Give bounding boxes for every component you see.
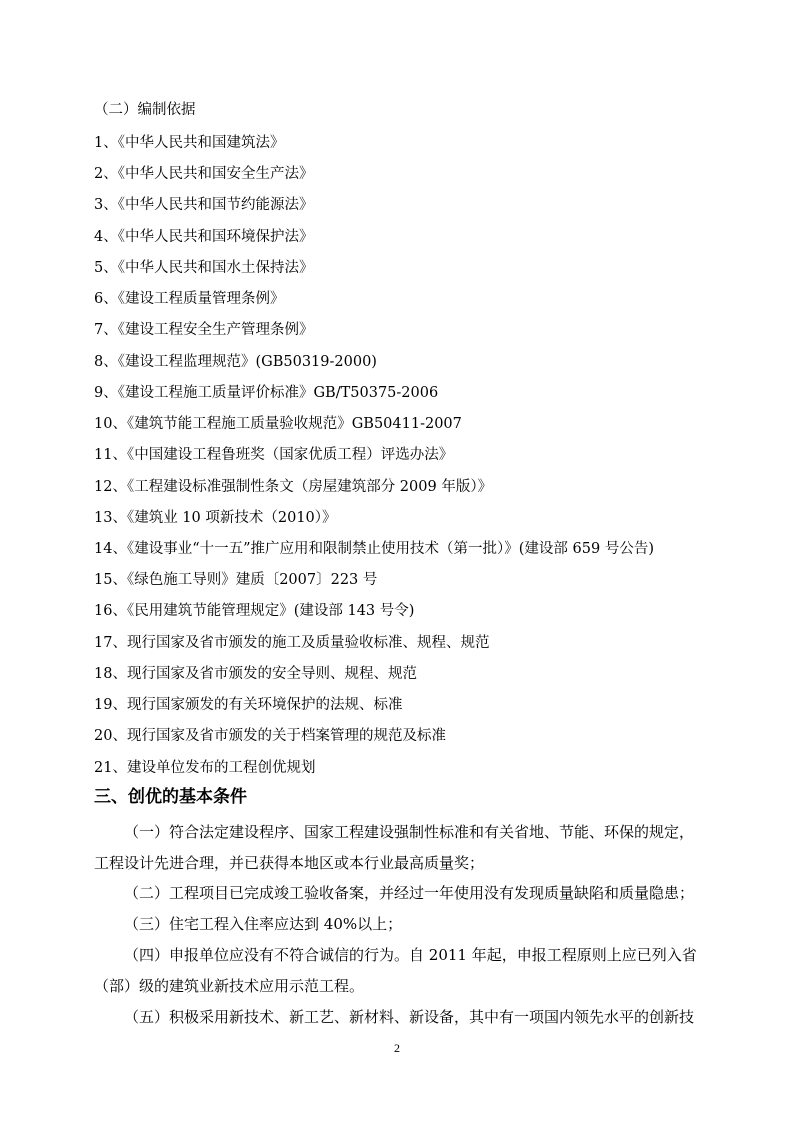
section-title-basic-conditions: 三、创优的基本条件 [94,787,247,807]
basis-item-9: 9、《建设工程施工质量评价标准》GB/T50375-2006 [94,385,439,401]
basis-item-8: 8、《建设工程监理规范》(GB50319-2000) [94,354,377,370]
condition-3: （三）住宅工程入住率应达到 40%以上； [124,915,403,933]
basis-item-7: 7、《建设工程安全生产管理条例》 [94,322,314,338]
basis-item-18: 18、现行国家及省市颁发的安全导则、规程、规范 [94,666,417,682]
basis-item-1: 1、《中华人民共和国建筑法》 [94,135,285,151]
basis-item-5: 5、《中华人民共和国水土保持法》 [94,260,314,276]
basis-item-20: 20、现行国家及省市颁发的关于档案管理的规范及标准 [94,728,446,744]
basis-item-11: 11、《中国建设工程鲁班奖（国家优质工程）评选办法》 [94,447,454,463]
basis-item-10: 10、《建筑节能工程施工质量验收规范》GB50411-2007 [94,416,462,432]
condition-4-line-2: （部）级的建筑业新技术应用示范工程。 [94,977,365,995]
basis-item-21: 21、建设单位发布的工程创优规划 [94,760,316,776]
basis-item-19: 19、现行国家颁发的有关环境保护的法规、标准 [94,697,403,713]
basis-item-13: 13、《建筑业 10 项新技术（2010）》 [94,510,337,526]
basis-item-3: 3、《中华人民共和国节约能源法》 [94,197,314,213]
condition-2: （二）工程项目已完成竣工验收备案，并经过一年使用没有发现质量缺陷和质量隐患； [124,884,695,902]
basis-item-2: 2、《中华人民共和国安全生产法》 [94,166,314,182]
condition-1-line-1: （一）符合法定建设程序、国家工程建设强制性标准和有关省地、节能、环保的规定， [124,823,695,841]
condition-4-line-1: （四）申报单位应没有不符合诚信的行为。自 2011 年起，申报工程原则上应已列入省 [124,946,697,964]
basis-item-16: 16、《民用建筑节能管理规定》(建设部 143 号令) [94,603,415,619]
page-number: 2 [394,1041,400,1055]
basis-item-17: 17、现行国家及省市颁发的施工及质量验收标准、规程、规范 [94,635,490,651]
basis-item-4: 4、《中华人民共和国环境保护法》 [94,229,314,245]
basis-item-6: 6、《建设工程质量管理条例》 [94,291,285,307]
condition-1-line-2: 工程设计先进合理，并已获得本地区或本行业最高质量奖； [94,854,485,872]
basis-item-15: 15、《绿色施工导则》建质〔2007〕223 号 [94,572,378,588]
basis-item-12: 12、《工程建设标准强制性条文（房屋建筑部分 2009 年版）》 [94,479,493,495]
basis-item-14: 14、《建设事业“十一五”推广应用和限制禁止使用技术（第一批）》(建设部 659 号公告) [94,541,654,557]
subheading-compilation-basis: （二）编制依据 [94,102,196,118]
condition-5-line-1: （五）积极采用新技术、新工艺、新材料、新设备，其中有一项国内领先水平的创新技 [124,1008,695,1026]
